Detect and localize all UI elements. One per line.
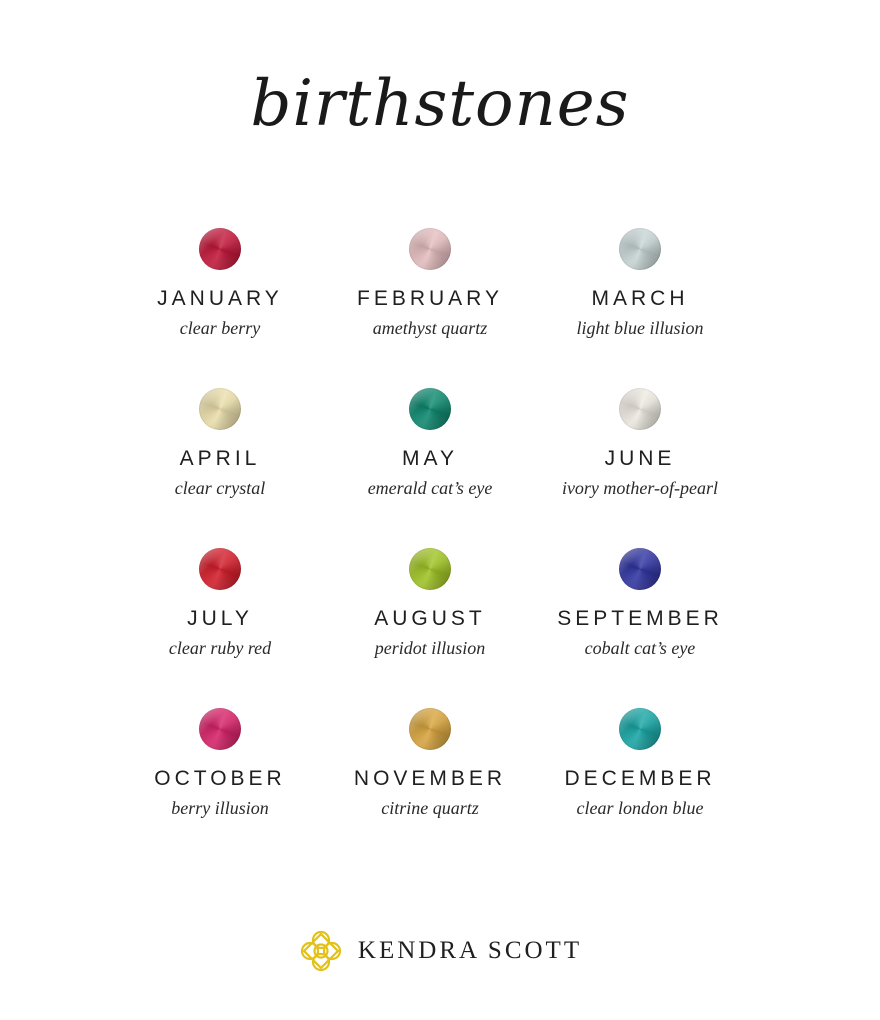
birthstone-card-march (535, 222, 745, 382)
month-label: OCTOBER (154, 767, 286, 790)
birthstone-card-august (325, 542, 535, 702)
month-label: JULY (187, 607, 253, 630)
birthstone-card-september (535, 542, 745, 702)
gem-swatch (619, 708, 661, 750)
gem-swatch (199, 388, 241, 430)
month-label: NOVEMBER (353, 767, 507, 790)
gem-swatch (199, 228, 241, 270)
gem-swatch (409, 548, 451, 590)
birthstone-card-october (115, 702, 325, 862)
gem-swatch (619, 228, 661, 270)
gem-swatch (409, 228, 451, 270)
stone-name: emerald cat’s eye (367, 478, 493, 498)
birthstone-card-may (325, 382, 535, 542)
month-label: JUNE (604, 447, 676, 470)
stone-name: amethyst quartz (372, 318, 488, 338)
month-label: MARCH (591, 287, 689, 310)
month-label: MAY (402, 447, 458, 470)
brand-footer (0, 928, 880, 974)
birthstone-grid (115, 222, 755, 862)
stone-name: clear ruby red (168, 638, 272, 658)
stone-name: clear crystal (174, 478, 266, 498)
birthstone-card-june (535, 382, 745, 542)
birthstone-card-november (325, 702, 535, 862)
birthstone-card-january (115, 222, 325, 382)
month-label: JANUARY (157, 287, 283, 310)
birthstone-card-july (115, 542, 325, 702)
gem-swatch (619, 388, 661, 430)
month-label: FEBRUARY (357, 287, 503, 310)
birthstone-card-april (115, 382, 325, 542)
birthstone-card-december (535, 702, 745, 862)
month-label: SEPTEMBER (557, 607, 723, 630)
stone-name: ivory mother-of-pearl (561, 478, 719, 498)
stone-name: clear london blue (576, 798, 704, 818)
gem-swatch (199, 708, 241, 750)
stone-name: clear berry (179, 318, 261, 338)
page-title: birthstones (250, 67, 630, 141)
month-label: DECEMBER (564, 767, 716, 790)
brand-name: KENDRA SCOTT (357, 937, 583, 964)
month-label: APRIL (179, 447, 261, 470)
stone-name: peridot illusion (374, 638, 486, 658)
gem-swatch (619, 548, 661, 590)
month-label: AUGUST (374, 607, 486, 630)
birthstone-card-february (325, 222, 535, 382)
stone-name: berry illusion (171, 798, 269, 818)
stone-name: cobalt cat’s eye (584, 638, 696, 658)
stone-name: light blue illusion (576, 318, 704, 338)
gem-swatch (409, 708, 451, 750)
gem-swatch (199, 548, 241, 590)
gem-swatch (409, 388, 451, 430)
stone-name: citrine quartz (381, 798, 479, 818)
kendra-scott-logo-icon (298, 928, 344, 974)
